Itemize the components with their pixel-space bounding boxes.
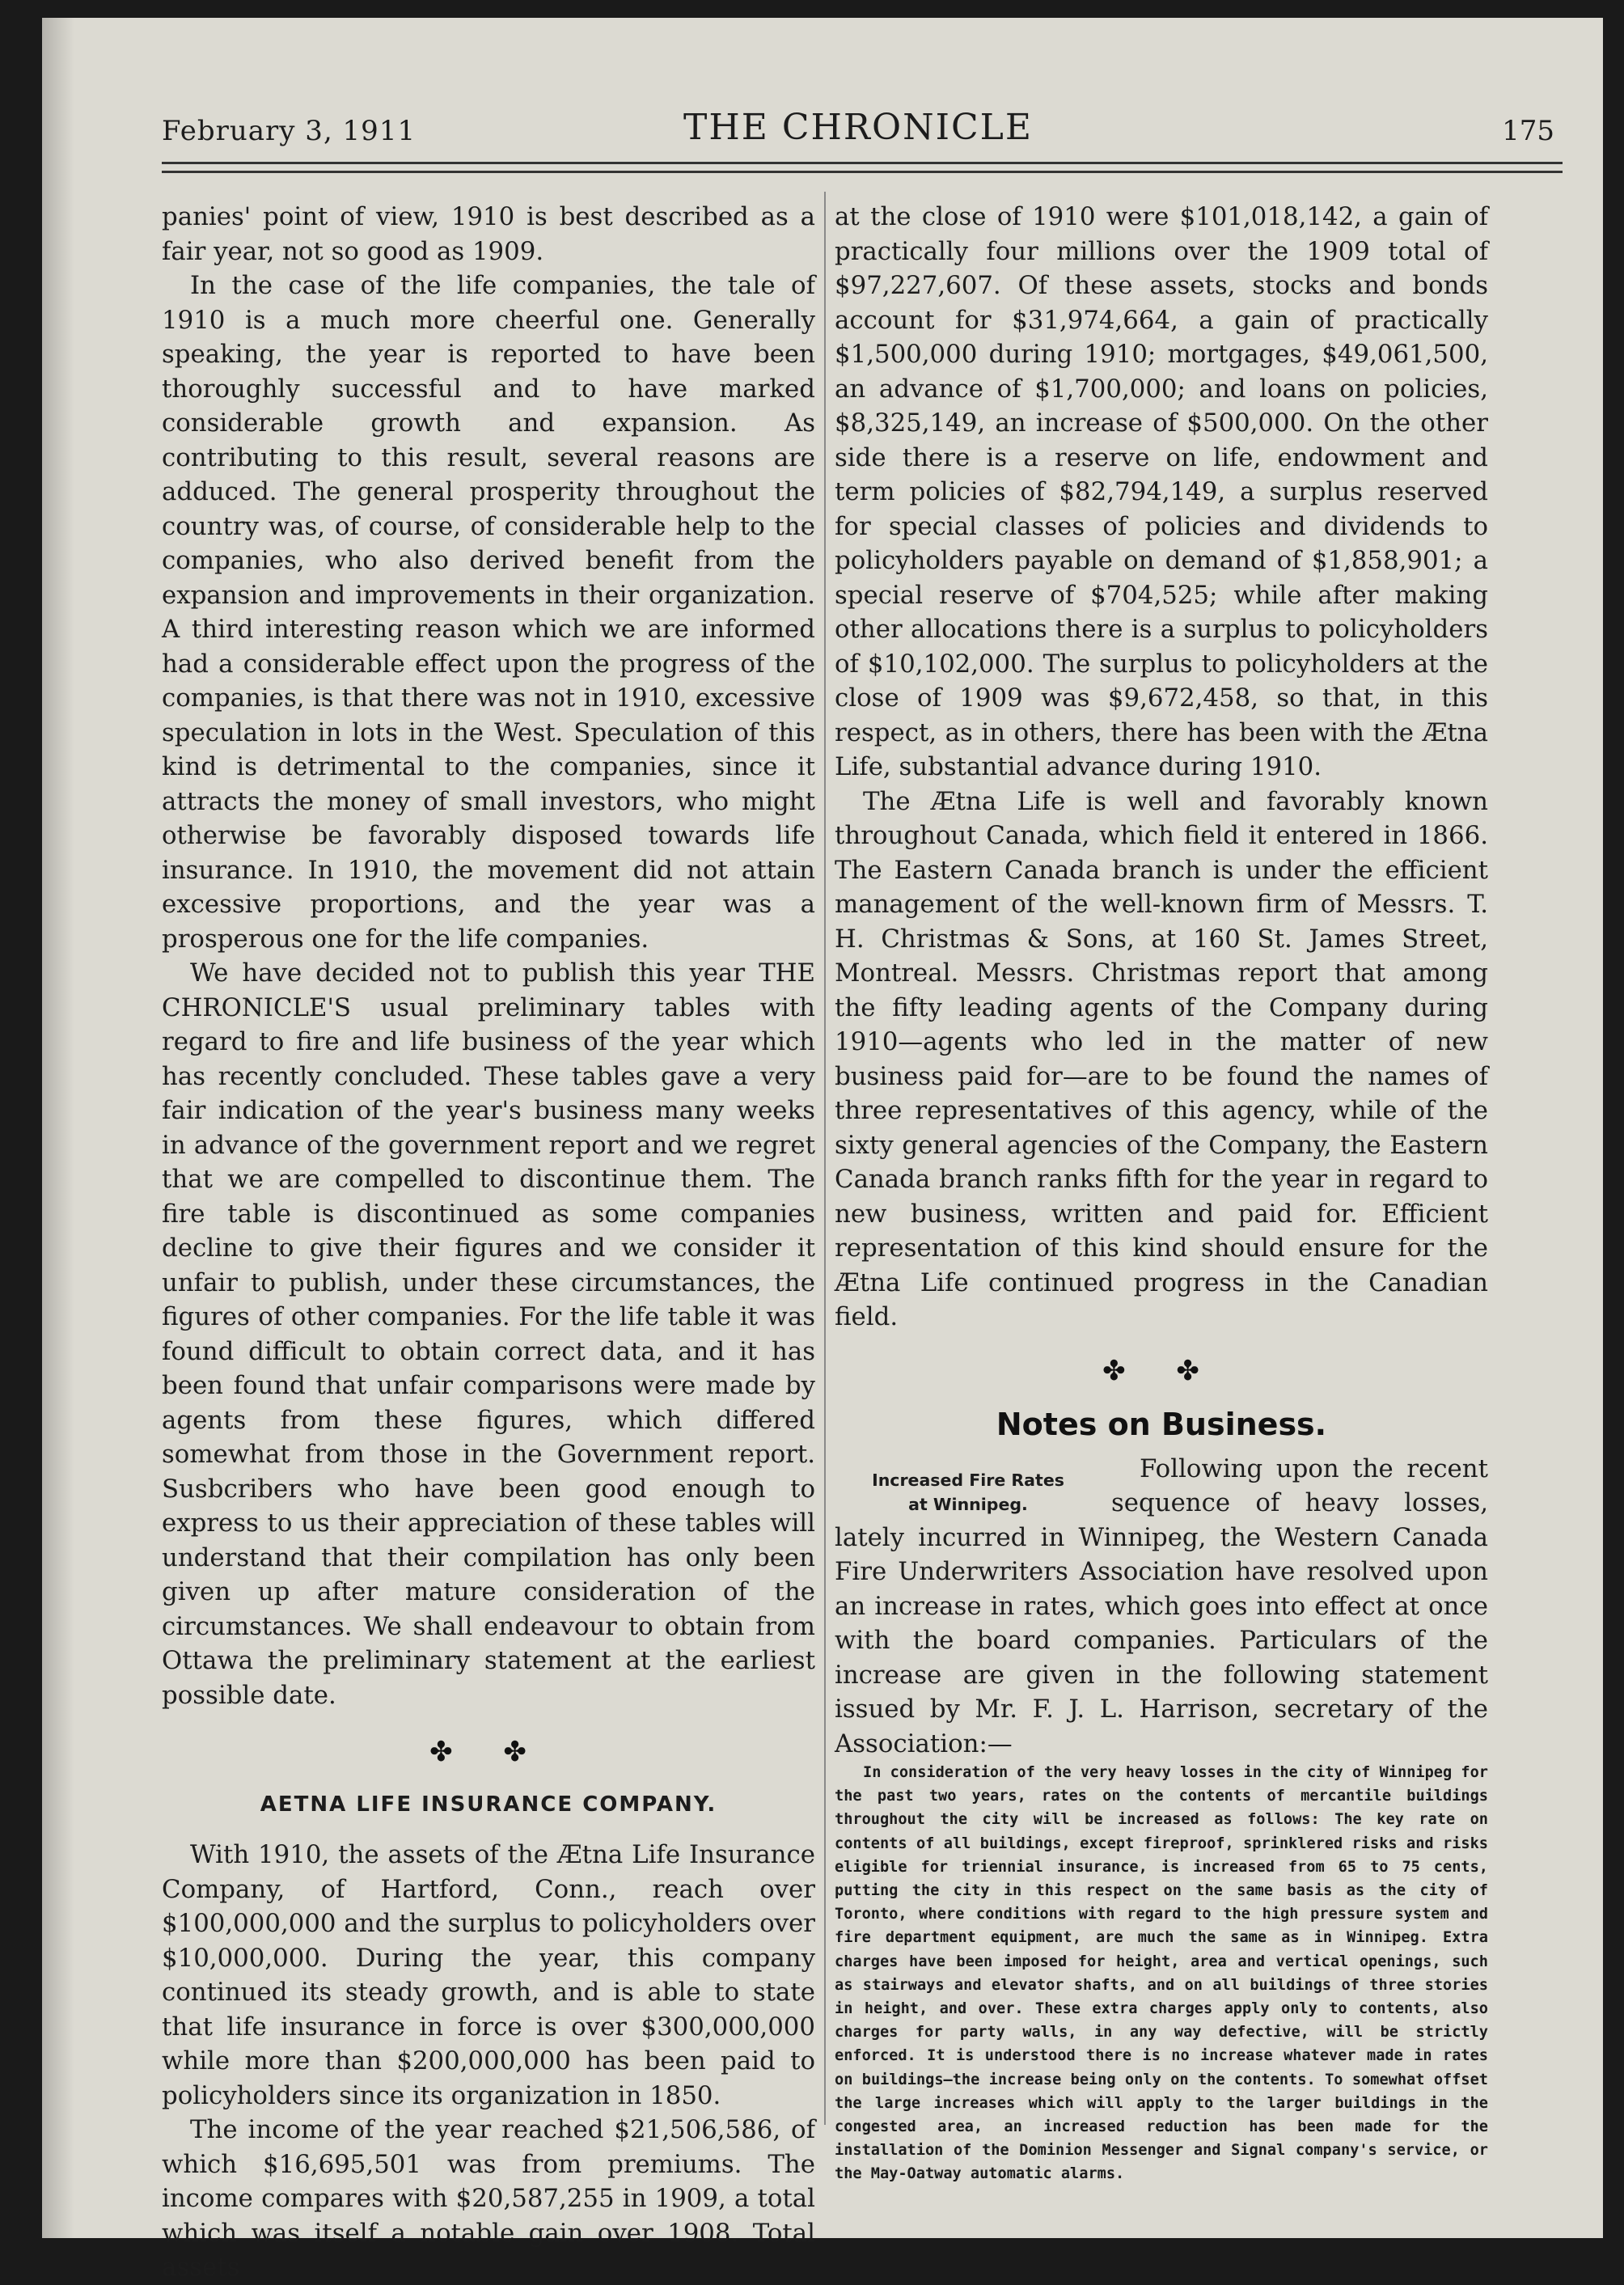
issue-date: February 3, 1911 bbox=[162, 115, 417, 147]
paragraph: The Ætna Life is well and favorably known throughout Canada, which field it entered in 1866. The Eastern Canada branch is under the efficient management of the well-known firm of Messrs. T. H. Christmas & Sons, at 160 St. James Street, Montreal. Messrs. Christmas report that among the fifty leading agents of the Company during 1910—agents who led in the matter of new business paid for—are to be found the names of three representatives of this agency, while of the sixty general agencies of the Company, the Eastern Canada branch ranks fifth for the year in regard to new business, written and paid for. Efficient representation of this kind should ensure for the Ætna Life continued progress in the Canadian field. bbox=[835, 786, 1488, 1331]
paragraph: Following upon the recent sequence of heavy losses, lately incurred in Winnipeg, the Western Canada Fire Underwriters Association have resolved upon an increase in rates, which goes into effect at once with the board companies. Particulars of the increase are given in the following statement issued by Mr. F. J. L. Harrison, secretary of the Association:— bbox=[835, 1454, 1488, 1758]
ornament-divider: ✤ ✤ bbox=[429, 1736, 548, 1768]
paragraph: With 1910, the assets of the Ætna Life Insurance Company, of Hartford, Conn., reach over $100,000,000 and the surplus to policyholders over $10,000,000. During the year, this company continued its steady growth, and is able to state that life insurance in force is over $300,000,000 while more than $200,000,000 has been paid to policyholders since its organization in 1850. bbox=[162, 1840, 815, 2110]
ornament-divider: ✤ ✤ bbox=[1102, 1354, 1220, 1387]
side-heading-line: at Winnipeg. bbox=[908, 1494, 1028, 1514]
paragraph: The income of the year reached $21,506,586, of which $16,695,501 was from premiums. The income compares with $20,587,255 in 1909, a total which was itself a notable gain over 1908. Total assets bbox=[162, 2115, 815, 2282]
publication-title: THE CHRONICLE bbox=[683, 107, 1033, 148]
quoted-statement: In consideration of the very heavy losses in the city of Winnipeg for the past two years, rates on the contents of mercantile buildings throughout the city will be increased as follows: The key rate on contents of all buildings, except fireproof, sprinklered risks and risks eligible for triennial insurance, is increased from 65 to 75 cents, putting the city in this respect on the same basis as the city of Toronto, where conditions with regard to the high pressure system and fire department equipment, are much the same as in Winnipeg. Extra charges have been imposed for height, area and vertical openings, such as stairways and elevator shafts, and on all buildings of three stories in height, and over. These extra charges apply only to contents, also charges for party walls, in any way defective, will be strictly enforced. It is understood there is no increase whatever made in rates on buildings—the increase being only on the contents. To somewhat offset the large increases which will apply to the larger buildings in the congested area, an increased reduction has been made for the installation of the Dominion Messenger and Signal company's service, or the May-Oatway automatic alarms. bbox=[835, 1764, 1488, 2183]
paragraph: panies' point of view, 1910 is best described as a fair year, not so good as 1909. bbox=[162, 202, 815, 266]
right-column bbox=[835, 200, 1488, 2186]
paragraph: We have decided not to publish this year THE CHRONICLE'S usual preliminary tables with regard to fire and life business of the year which has recently concluded. These tables gave a very fair indication of the year's business many weeks in advance of the government report and we regret that we are compelled to discontinue them. The fire table is discontinued as some companies decline to give their figures and we consider it unfair to publish, under these circumstances, the figures of other companies. For the life table it was found difficult to obtain correct data, and it has been found that unfair comparisons were made by agents from these figures, which differed somewhat from those in the Government report. Susbcribers who have been good enough to express to us their appreciation of these tables will understand that their compilation has only been given up after mature consideration of the circumstances. We shall endeavour to obtain from Ottawa the preliminary statement at the earliest possible date. bbox=[162, 958, 815, 1710]
column-divider bbox=[824, 192, 826, 2125]
section-heading: Notes on Business. bbox=[996, 1407, 1327, 1442]
paragraph: at the close of 1910 were $101,018,142, a gain of practically four millions over the 1909 total of $97,227,607. Of these assets, stocks and bonds account for $31,974,664, a gain of practically $1,500,000 during 1910; mortgages, $49,061,500, an advance of $1,700,000; and loans on policies, $8,325,149, an increase of $500,000. On the other side there is a reserve on life, endowment and term policies of $82,794,149, a surplus reserved for special classes of policies and dividends to policyholders payable on demand of $1,858,901; a special reserve of $704,525; while after making other allocations there is a surplus to policyholders of $10,102,000. The surplus to policyholders at the close of 1909 was $9,672,458, so that, in this respect, as in others, there has been with the Ætna Life, substantial advance during 1910. bbox=[835, 202, 1488, 781]
article-heading: AETNA LIFE INSURANCE COMPANY. bbox=[260, 1792, 717, 1817]
paragraph: In the case of the life companies, the tale of 1910 is a much more cheerful one. Generally speaking, the year is reported to have been thoroughly successful and to have marked considerable growth and expansion. As contributing to this result, several reasons are adduced. The general prosperity throughout the country was, of course, of considerable help to the companies, who also derived benefit from the expansion and improvements in their organization. A third interesting reason which we are informed had a considerable effect upon the progress of the companies, is that there was not in 1910, excessive speculation in lots in the West. Speculation of this kind is detrimental to the companies, since it attracts the money of small investors, who might otherwise be favorably disposed towards life insurance. In 1910, the movement did not attain excessive proportions, and the year was a prosperous one for the life companies. bbox=[162, 271, 815, 954]
left-column bbox=[162, 200, 815, 2285]
side-heading bbox=[835, 1468, 1102, 1517]
side-heading-line: Increased Fire Rates bbox=[872, 1470, 1064, 1490]
newspaper-page bbox=[42, 18, 1603, 2282]
page-number: 175 bbox=[1502, 115, 1554, 147]
page-header bbox=[162, 107, 1554, 163]
header-double-rule bbox=[162, 162, 1563, 173]
